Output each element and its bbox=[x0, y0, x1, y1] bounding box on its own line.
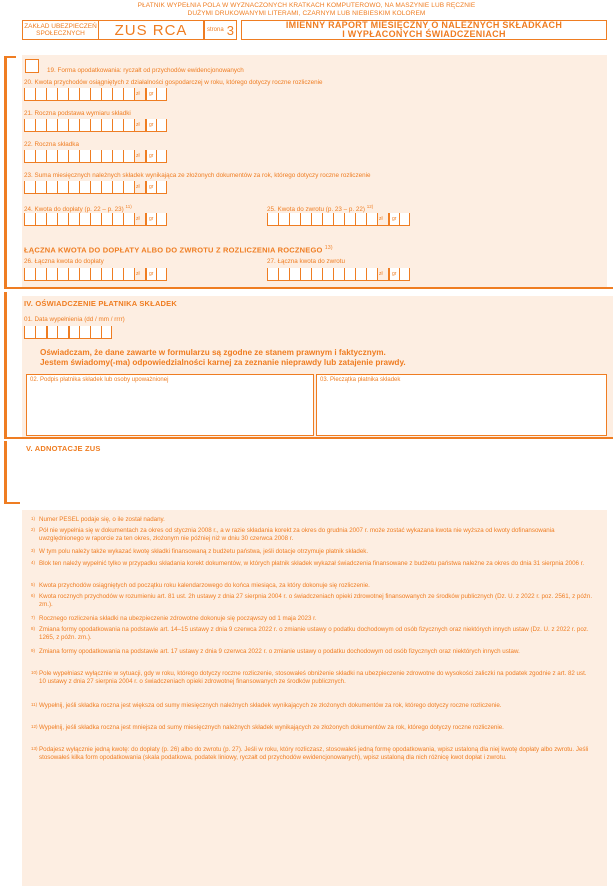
digit-box[interactable] bbox=[156, 213, 167, 226]
section-3-top-tick bbox=[4, 56, 16, 58]
digit-box[interactable] bbox=[344, 213, 355, 226]
grosze-marker: gr bbox=[149, 184, 154, 190]
digit-box[interactable] bbox=[101, 150, 112, 163]
digit-box[interactable] bbox=[145, 213, 156, 226]
digit-box[interactable] bbox=[68, 268, 79, 281]
digit-box[interactable] bbox=[101, 213, 112, 226]
digit-box[interactable] bbox=[79, 181, 90, 194]
footnote bbox=[31, 724, 594, 732]
digit-box[interactable] bbox=[300, 213, 311, 226]
section-5-bottom-tick bbox=[4, 502, 20, 504]
digit-box[interactable] bbox=[57, 119, 68, 132]
digit-box[interactable] bbox=[134, 88, 145, 101]
field-23-input[interactable] bbox=[24, 181, 167, 194]
digit-box[interactable] bbox=[101, 268, 112, 281]
digit-box[interactable] bbox=[123, 181, 134, 194]
digit-box[interactable] bbox=[24, 181, 35, 194]
digit-box[interactable] bbox=[322, 213, 333, 226]
footnote bbox=[31, 615, 594, 623]
grosze-marker: gr bbox=[149, 271, 154, 277]
digit-box[interactable] bbox=[35, 150, 46, 163]
footnote bbox=[31, 746, 594, 762]
digit-box[interactable] bbox=[311, 268, 322, 281]
digit-box[interactable] bbox=[311, 213, 322, 226]
digit-box[interactable] bbox=[24, 326, 35, 339]
field-27-label: 27. Łączna kwota do zwrotu bbox=[267, 258, 346, 265]
digit-box[interactable] bbox=[112, 268, 123, 281]
zloty-marker: zł bbox=[379, 216, 383, 222]
footnote-text: Kwota przychodów osiągniętych od początku roku kalendarzowego do końca miesiąca, za który dokonuje się rozliczenie. bbox=[39, 582, 370, 589]
field-22-input[interactable] bbox=[24, 150, 167, 163]
digit-box[interactable] bbox=[377, 268, 388, 281]
digit-box[interactable] bbox=[134, 213, 145, 226]
digit-box[interactable] bbox=[101, 326, 112, 339]
digit-box[interactable] bbox=[24, 88, 35, 101]
digit-box[interactable] bbox=[68, 119, 79, 132]
digit-box[interactable] bbox=[90, 181, 101, 194]
digit-box[interactable] bbox=[366, 213, 377, 226]
footnote-number: 2) bbox=[31, 527, 36, 532]
digit-box[interactable] bbox=[101, 181, 112, 194]
zloty-marker: zł bbox=[136, 122, 140, 128]
footnote-text: W tym polu należy także wykazać kwotę składki finansowaną z budżetu państwa, jeśli dotacje otrzymuje płatnik składek. bbox=[39, 548, 369, 555]
digit-box[interactable] bbox=[46, 213, 57, 226]
zloty-marker: zł bbox=[136, 271, 140, 277]
footnote-number: 3) bbox=[31, 548, 36, 553]
section-5-sidebar bbox=[4, 441, 7, 503]
section-total-title: ŁĄCZNA KWOTA DO DOPŁATY ALBO DO ZWROTU Z ROZLICZENIA ROCZNEGO $^{13)}$ bbox=[24, 245, 333, 255]
footnote bbox=[31, 527, 594, 543]
footnote-text: Numer PESEL podaje się, o ile został nadany. bbox=[39, 516, 165, 523]
digit-box[interactable] bbox=[79, 268, 90, 281]
digit-box[interactable] bbox=[46, 119, 57, 132]
digit-box[interactable] bbox=[322, 268, 333, 281]
field-24-label: 24. Kwota do dopłaty (p. 22 – p. 23) $^{11)}$ bbox=[24, 204, 132, 214]
section-divider bbox=[4, 287, 613, 289]
footnote-text: Podajesz wyłącznie jedną kwotę: do dopłaty (p. 26) albo do zwrotu (p. 27). Jeśli w roku, który rozliczasz, stosowałeś jedną formę opodatkowania, wpisz ustaloną dla niej kwotę dopłaty albo zwrotu. Jeśli stosowałeś kilka form opodatkowania (skala podatkowa, podatek liniowy, ryczałt od przychodów ewidencjonowanych), wpisz ustaloną dla nich różnicę kwot dopłat i zwrotu. bbox=[39, 746, 589, 761]
field-22-label: 22. Roczna składka bbox=[24, 141, 79, 148]
digit-box[interactable] bbox=[46, 268, 57, 281]
footnote-text: Kwota rocznych przychodów w rozumieniu art. 81 ust. 2h ustawy z dnia 27 sierpnia 2004 r. o świadczeniach opieki zdrowotnej finansowanych ze środków publicznych (Dz. U. z 2022 r. poz. 2561, z późn. zm.). bbox=[39, 593, 593, 608]
digit-box[interactable] bbox=[68, 88, 79, 101]
digit-box[interactable] bbox=[123, 119, 134, 132]
signature-field[interactable]: 02. Podpis płatnika składek lub osoby upoważnionej bbox=[26, 374, 314, 436]
digit-box[interactable] bbox=[101, 119, 112, 132]
footnote-text: Zmiana formy opodatkowania na podstawie art. 17 ustawy z dnia 9 czerwca 2022 r. o zmianie ustawy o podatku dochodowym od osób fizycznych oraz niektórych innych ustaw. bbox=[39, 648, 520, 655]
footnote-text: Wypełnij, jeśli składka roczna jest większa od sumy miesięcznych należnych składek wynikających ze złożonych dokumentów za rok, którego dotyczy roczne rozliczenie. bbox=[39, 702, 502, 709]
digit-box[interactable] bbox=[134, 150, 145, 163]
field-20-input[interactable] bbox=[24, 88, 167, 101]
digit-box[interactable] bbox=[355, 213, 366, 226]
footnote bbox=[31, 626, 594, 642]
digit-box[interactable] bbox=[46, 88, 57, 101]
footnote-number: 9) bbox=[31, 648, 36, 653]
digit-box[interactable] bbox=[156, 119, 167, 132]
digit-box[interactable] bbox=[355, 268, 366, 281]
digit-box[interactable] bbox=[267, 268, 278, 281]
digit-box[interactable] bbox=[35, 181, 46, 194]
form-code: ZUS RCA bbox=[98, 20, 204, 40]
digit-box[interactable] bbox=[300, 268, 311, 281]
footnote bbox=[31, 582, 594, 590]
footnote-text: Pół nie wypełnia się w dokumentach za okres od stycznia 2008 r., a w razie składania korekt za okres do grudnia 2007 r. może zostać wykazana kwota nie wyższa od kwoty dofinansowania uwzględnionego w raporcie za ten okres, złożonym nie później niż w dniu 30 czerwca 2008 r. bbox=[39, 527, 555, 542]
digit-box[interactable] bbox=[112, 150, 123, 163]
section-4-bottom-line bbox=[4, 437, 613, 439]
digit-box[interactable] bbox=[68, 326, 79, 339]
digit-box[interactable] bbox=[366, 268, 377, 281]
digit-box[interactable] bbox=[112, 181, 123, 194]
digit-box[interactable] bbox=[145, 268, 156, 281]
page-indicator: strona 3 bbox=[204, 20, 237, 40]
field-19-label: 19. Forma opodatkowania: ryczałt od przychodów ewidencjonowanych bbox=[47, 67, 244, 74]
digit-box[interactable] bbox=[90, 213, 101, 226]
digit-box[interactable] bbox=[35, 88, 46, 101]
digit-box[interactable] bbox=[46, 326, 57, 339]
declaration-line-1: Oświadczam, że dane zawarte w formularzu są zgodne ze stanem prawnym i faktycznym. bbox=[40, 348, 386, 357]
digit-box[interactable] bbox=[24, 213, 35, 226]
zloty-marker: zł bbox=[136, 91, 140, 97]
zloty-marker: zł bbox=[136, 153, 140, 159]
field-25-label: 25. Kwota do zwrotu (p. 23 – p. 22) $^{12)}$ bbox=[267, 204, 374, 214]
digit-box[interactable] bbox=[101, 88, 112, 101]
digit-box[interactable] bbox=[156, 181, 167, 194]
digit-box[interactable] bbox=[90, 268, 101, 281]
footnote-text: Pole wypełniasz wyłącznie w sytuacji, gdy w roku, którego dotyczy roczne rozliczenie, stosowałeś obniżenie składki na ubezpieczenie zdrowotne do wysokości zaliczki na podatek zgodnie z art. 82 ust. 10 ustawy z dnia 27 sierpnia 2004 r. o świadczeniach opieki zdrowotnej finansowanych ze środków publicznych. bbox=[39, 670, 587, 685]
footnote bbox=[31, 648, 594, 656]
top-instruction: PŁATNIK WYPEŁNIA POLA W WYZNACZONYCH KRATKACH KOMPUTEROWO, NA MASZYNIE LUB RĘCZNIE DUŻYMI DRUKOWANYMI LITERAMI, CZARNYM LUB NIEBIESKIM KOLOREM bbox=[137, 2, 476, 17]
footnote bbox=[31, 593, 594, 609]
digit-box[interactable] bbox=[377, 213, 388, 226]
digit-box[interactable] bbox=[90, 150, 101, 163]
field-24-input[interactable] bbox=[24, 213, 167, 226]
digit-box[interactable] bbox=[145, 119, 156, 132]
footnote bbox=[31, 560, 594, 568]
digit-box[interactable] bbox=[156, 268, 167, 281]
digit-box[interactable] bbox=[57, 88, 68, 101]
digit-box[interactable] bbox=[24, 119, 35, 132]
grosze-marker: gr bbox=[392, 271, 397, 277]
grosze-marker: gr bbox=[149, 216, 154, 222]
footnote-number: 10) bbox=[31, 670, 38, 675]
digit-box[interactable] bbox=[79, 150, 90, 163]
digit-box[interactable] bbox=[57, 213, 68, 226]
footnote-number: 6) bbox=[31, 593, 36, 598]
digit-box[interactable] bbox=[156, 150, 167, 163]
footnote bbox=[31, 548, 594, 556]
digit-box[interactable] bbox=[134, 268, 145, 281]
date-label: 01. Data wypełnienia (dd / mm / rrrr) bbox=[24, 316, 125, 323]
field-26-input[interactable] bbox=[24, 268, 167, 281]
footnote-number: 4) bbox=[31, 560, 36, 565]
grosze-marker: gr bbox=[149, 153, 154, 159]
digit-box[interactable] bbox=[267, 213, 278, 226]
digit-box[interactable] bbox=[156, 88, 167, 101]
field-27-input[interactable] bbox=[267, 268, 410, 281]
footnote-number: 1) bbox=[31, 516, 36, 521]
digit-box[interactable] bbox=[57, 150, 68, 163]
footnote bbox=[31, 670, 594, 686]
section-3-sidebar bbox=[4, 56, 7, 288]
digit-box[interactable] bbox=[134, 119, 145, 132]
digit-box[interactable] bbox=[90, 119, 101, 132]
section-4-sidebar bbox=[4, 292, 7, 438]
date-input[interactable] bbox=[24, 326, 112, 339]
digit-box[interactable] bbox=[123, 213, 134, 226]
digit-box[interactable] bbox=[35, 326, 46, 339]
digit-box[interactable] bbox=[24, 150, 35, 163]
field-25-input[interactable] bbox=[267, 213, 410, 226]
grosze-marker: gr bbox=[392, 216, 397, 222]
digit-box[interactable] bbox=[46, 150, 57, 163]
zloty-marker: zł bbox=[136, 216, 140, 222]
digit-box[interactable] bbox=[134, 181, 145, 194]
digit-box[interactable] bbox=[68, 150, 79, 163]
field-21-label: 21. Roczna podstawa wymiaru składki bbox=[24, 110, 131, 117]
footnote-number: 12) bbox=[31, 724, 38, 729]
digit-box[interactable] bbox=[333, 213, 344, 226]
digit-box[interactable] bbox=[35, 119, 46, 132]
digit-box[interactable] bbox=[68, 213, 79, 226]
digit-box[interactable] bbox=[57, 181, 68, 194]
footnote bbox=[31, 702, 594, 710]
digit-box[interactable] bbox=[388, 213, 399, 226]
digit-box[interactable] bbox=[145, 181, 156, 194]
digit-box[interactable] bbox=[35, 213, 46, 226]
digit-box[interactable] bbox=[79, 326, 90, 339]
digit-box[interactable] bbox=[388, 268, 399, 281]
footnote bbox=[31, 516, 594, 524]
digit-box[interactable] bbox=[79, 119, 90, 132]
grosze-marker: gr bbox=[149, 122, 154, 128]
zloty-marker: zł bbox=[379, 271, 383, 277]
digit-box[interactable] bbox=[333, 268, 344, 281]
field-26-label: 26. Łączna kwota do dopłaty bbox=[24, 258, 104, 265]
digit-box[interactable] bbox=[399, 213, 410, 226]
digit-box[interactable] bbox=[123, 88, 134, 101]
form-title: IMIENNY RAPORT MIESIĘCZNY O NALEŻNYCH SKŁADKACH I WYPŁACONYCH ŚWIADCZENIACH bbox=[241, 20, 607, 40]
grosze-marker: gr bbox=[149, 91, 154, 97]
digit-box[interactable] bbox=[79, 88, 90, 101]
footnote-number: 11) bbox=[31, 702, 38, 707]
footnote-number: 13) bbox=[31, 746, 38, 751]
zloty-marker: zł bbox=[136, 184, 140, 190]
digit-box[interactable] bbox=[399, 268, 410, 281]
field-20-label: 20. Kwota przychodów osiągniętych z działalności gospodarczej w roku, którego dotyczy roczne rozliczenie bbox=[24, 79, 323, 86]
digit-box[interactable] bbox=[46, 181, 57, 194]
digit-box[interactable] bbox=[90, 88, 101, 101]
footnote-text: Wypełnij, jeśli składka roczna jest mniejsza od sumy miesięcznych należnych składek wynikających ze złożonych dokumentów za rok, którego dotyczy roczne rozliczenie. bbox=[39, 724, 504, 731]
digit-box[interactable] bbox=[112, 119, 123, 132]
field-19-checkbox[interactable] bbox=[25, 59, 39, 73]
digit-box[interactable] bbox=[278, 268, 289, 281]
institution-label: ZAKŁAD UBEZPIECZEŃ SPOŁECZNYCH bbox=[22, 20, 98, 40]
digit-box[interactable] bbox=[57, 268, 68, 281]
digit-box[interactable] bbox=[112, 213, 123, 226]
footnote-number: 8) bbox=[31, 626, 36, 631]
digit-box[interactable] bbox=[35, 268, 46, 281]
digit-box[interactable] bbox=[123, 268, 134, 281]
footnote-number: 7) bbox=[31, 615, 36, 620]
digit-box[interactable] bbox=[123, 150, 134, 163]
field-23-label: 23. Suma miesięcznych należnych składek wynikająca ze złożonych dokumentów za rok, którego dotyczy roczne rozliczenie bbox=[24, 172, 371, 179]
digit-box[interactable] bbox=[145, 88, 156, 101]
field-21-input[interactable] bbox=[24, 119, 167, 132]
declaration-line-2: Jestem świadomy(-ma) odpowiedzialności karnej za zeznanie nieprawdy lub zatajenie prawdy. bbox=[40, 358, 406, 367]
footnote-number: 5) bbox=[31, 582, 36, 587]
digit-box[interactable] bbox=[24, 268, 35, 281]
footnote-text: Zmiana formy opodatkowania na podstawie art. 14–15 ustawy z dnia 9 czerwca 2022 r. o zmianie ustawy o podatku dochodowym od osób fizycznych oraz niektórych innych ustaw (Dz. U. z 2022 r. poz. 1265, z późn. zm.). bbox=[39, 626, 589, 641]
footnote-text: Rocznego rozliczenia składki na ubezpieczenie zdrowotne dokonuje się począwszy od 1 maja 2023 r. bbox=[39, 615, 317, 622]
footnote-text: Blok ten należy wypełnić tylko w przypadku składania korekt dokumentów, w których płatnik składek wykazał świadczenia finansowane z budżetu państwa należne za okres do dnia 31 sierpnia 2006 r. bbox=[39, 560, 585, 567]
digit-box[interactable] bbox=[79, 213, 90, 226]
digit-box[interactable] bbox=[68, 181, 79, 194]
section-5-title: V. ADNOTACJE ZUS bbox=[26, 444, 101, 453]
digit-box[interactable] bbox=[112, 88, 123, 101]
digit-box[interactable] bbox=[145, 150, 156, 163]
digit-box[interactable] bbox=[90, 326, 101, 339]
digit-box[interactable] bbox=[289, 268, 300, 281]
digit-box[interactable] bbox=[289, 213, 300, 226]
section-4-title: IV. OŚWIADCZENIE PŁATNIKA SKŁADEK bbox=[24, 299, 177, 308]
digit-box[interactable] bbox=[57, 326, 68, 339]
stamp-field[interactable]: 03. Pieczątka płatnika składek bbox=[316, 374, 607, 436]
digit-box[interactable] bbox=[278, 213, 289, 226]
digit-box[interactable] bbox=[344, 268, 355, 281]
